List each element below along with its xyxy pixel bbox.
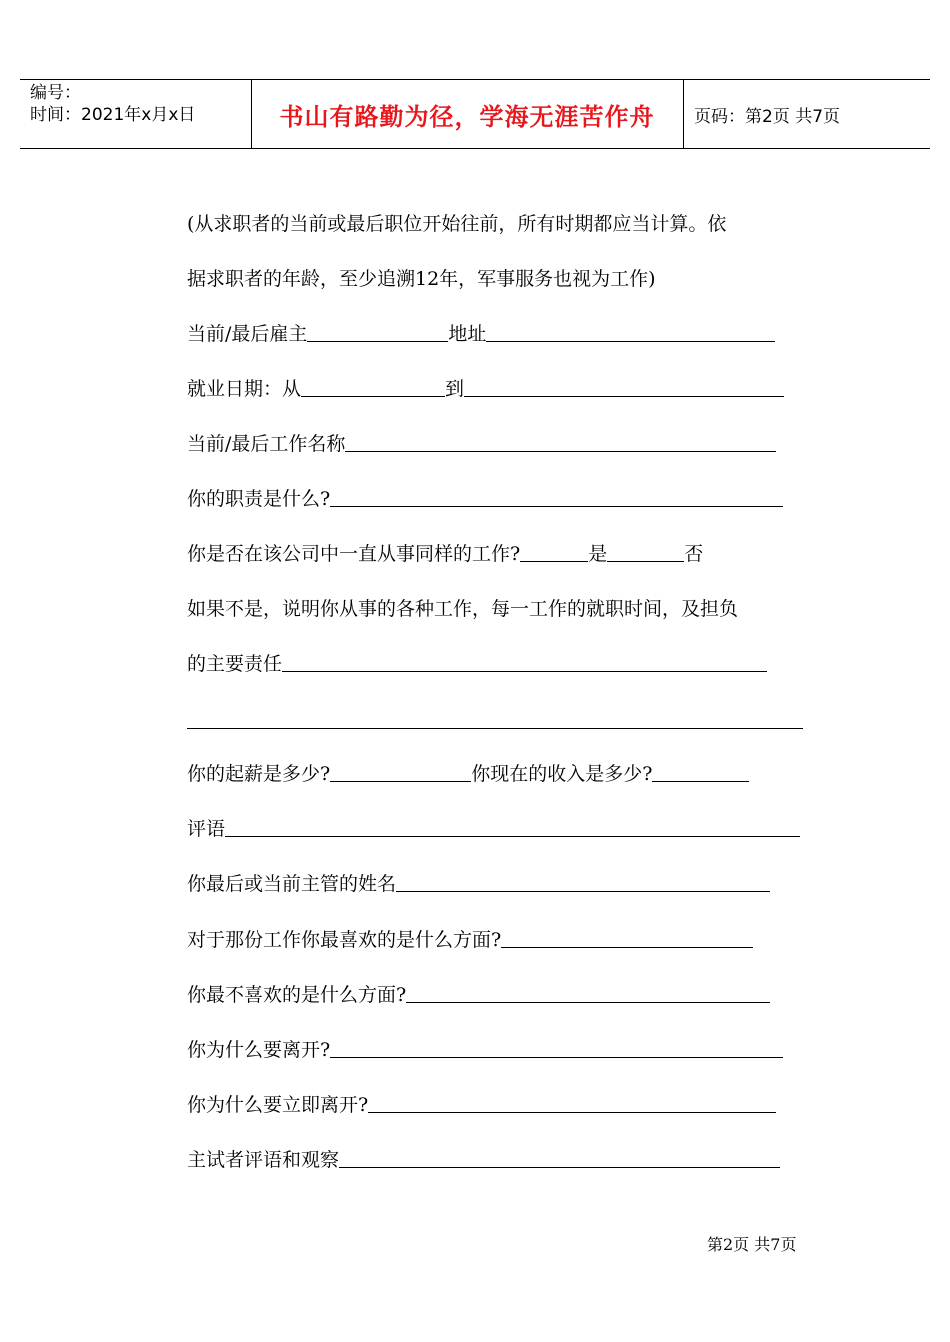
leave-now-label: 你为什么要立即离开? (187, 1094, 369, 1116)
liked-label: 对于那份工作你最喜欢的是什么方面? (187, 929, 502, 951)
employment-dates-row (187, 376, 784, 402)
explain-row (187, 651, 767, 677)
yes-label: 是 (588, 543, 608, 565)
responsibilities-extra-line[interactable] (187, 707, 803, 729)
start-salary-field[interactable] (330, 761, 471, 782)
header-divider-right (683, 79, 684, 149)
yes-field[interactable] (520, 541, 588, 562)
interviewer-row (187, 1147, 780, 1173)
duties-field[interactable] (330, 486, 783, 507)
leave-reason-row (187, 1037, 783, 1063)
employer-label: 当前/最后雇主 (187, 323, 308, 345)
duties-row (187, 486, 783, 512)
responsibilities-field[interactable] (282, 651, 767, 672)
supervisor-label: 你最后或当前主管的姓名 (187, 873, 397, 895)
comments-label: 评语 (187, 818, 226, 840)
date-to-field[interactable] (464, 376, 784, 397)
no-field[interactable] (607, 541, 684, 562)
leave-now-row (187, 1092, 776, 1118)
same-job-label: 你是否在该公司中一直从事同样的工作? (187, 543, 521, 565)
comments-field[interactable] (225, 816, 800, 837)
header-page-label: 页码：第2页 共7页 (694, 107, 841, 127)
disliked-label: 你最不喜欢的是什么方面? (187, 984, 407, 1006)
footer-page-number: 第2页 共7页 (707, 1235, 797, 1254)
same-job-row (187, 541, 703, 567)
date-label: 时间：2021年x月x日 (30, 105, 196, 125)
job-title-field[interactable] (345, 431, 776, 452)
salary-row (187, 761, 749, 787)
interviewer-field[interactable] (339, 1147, 780, 1168)
explain-line-1: 如果不是，说明你从事的各种工作，每一工作的就职时间，及担负 (187, 598, 739, 620)
header-motto: 书山有路勤为径，学海无涯苦作舟 (279, 103, 655, 131)
explain-label: 的主要责任 (187, 653, 283, 675)
address-field[interactable] (486, 321, 775, 342)
disliked-field[interactable] (406, 982, 770, 1003)
employer-field[interactable] (307, 321, 448, 342)
header-bottom-rule (20, 148, 930, 149)
start-salary-label: 你的起薪是多少? (187, 763, 331, 785)
supervisor-row (187, 871, 770, 897)
leave-reason-field[interactable] (330, 1037, 783, 1058)
job-title-row (187, 431, 776, 457)
current-income-field[interactable] (652, 761, 749, 782)
employer-row (187, 321, 775, 347)
comments-row (187, 816, 800, 842)
job-title-label: 当前/最后工作名称 (187, 433, 346, 455)
current-income-label: 你现在的收入是多少? (471, 763, 653, 785)
serial-label: 编号： (30, 83, 81, 103)
duties-label: 你的职责是什么? (187, 488, 331, 510)
liked-field[interactable] (501, 927, 753, 948)
leave-reason-label: 你为什么要离开? (187, 1039, 331, 1061)
date-from-field[interactable] (301, 376, 445, 397)
interviewer-label: 主试者评语和观察 (187, 1149, 340, 1171)
disliked-row (187, 982, 770, 1008)
header-left-cell (30, 82, 195, 126)
supervisor-field[interactable] (396, 871, 770, 892)
employment-dates-label: 就业日期：从 (187, 378, 302, 400)
intro-line-1: (从求职者的当前或最后职位开始往前，所有时期都应当计算。依 (187, 213, 727, 235)
no-label: 否 (684, 543, 704, 565)
intro-line-2: 据求职者的年龄，至少追溯12年，军事服务也视为工作) (187, 268, 656, 290)
address-label: 地址 (448, 323, 487, 345)
leave-now-field[interactable] (368, 1092, 776, 1113)
liked-row (187, 927, 753, 953)
to-label: 到 (445, 378, 465, 400)
header-top-rule (20, 79, 930, 80)
